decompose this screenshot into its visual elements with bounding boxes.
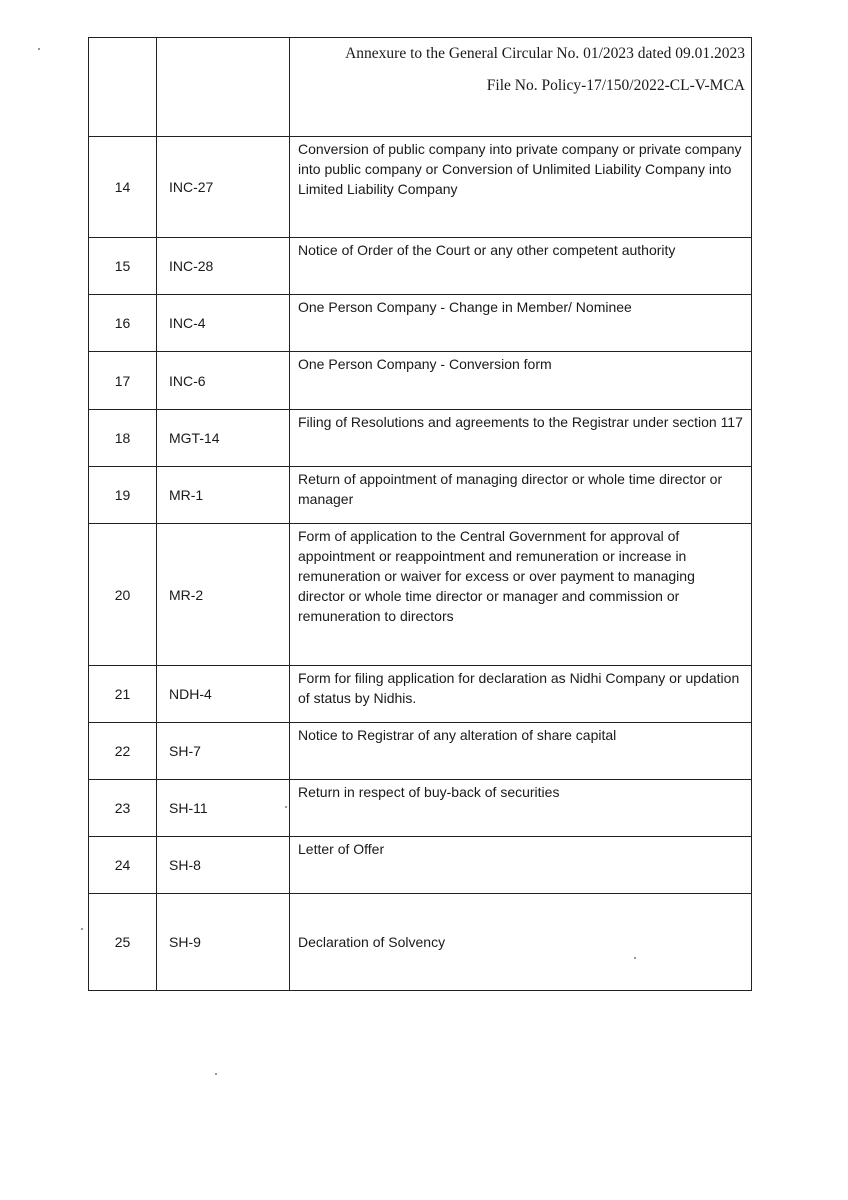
table-row — [89, 410, 752, 467]
form-description: Declaration of Solvency — [290, 894, 752, 991]
scan-speck — [38, 48, 40, 50]
form-number: MGT-14 — [157, 410, 290, 467]
serial-number: 15 — [89, 238, 157, 295]
serial-number: 21 — [89, 666, 157, 723]
table-row — [89, 137, 752, 238]
form-description: Filing of Resolutions and agreements to the Registrar under section 117 — [290, 410, 752, 467]
serial-number: 14 — [89, 137, 157, 238]
serial-number: 17 — [89, 352, 157, 410]
form-number: SH-8 — [157, 837, 290, 894]
table-row — [89, 723, 752, 780]
serial-number: 19 — [89, 467, 157, 524]
table-header-row — [89, 38, 752, 137]
form-number: INC-27 — [157, 137, 290, 238]
form-description: One Person Company - Conversion form — [290, 352, 752, 410]
scan-speck — [81, 928, 83, 930]
scan-speck — [215, 1073, 217, 1075]
form-description: Form of application to the Central Government for approval of appointment or reappointment and remuneration or increase in remuneration or waiver for excess or over payment to managing director or whole time director or manager and commission or remuneration to directors — [290, 524, 752, 666]
table-row — [89, 666, 752, 723]
form-number: MR-1 — [157, 467, 290, 524]
form-number: SH-9 — [157, 894, 290, 991]
file-number: File No. Policy-17/150/2022-CL-V-MCA — [486, 77, 745, 94]
annexure-title: Annexure to the General Circular No. 01/2023 dated 09.01.2023 — [345, 45, 745, 62]
annexure-table — [88, 37, 752, 991]
form-description: Notice to Registrar of any alteration of share capital — [290, 723, 752, 780]
form-number: SH-7 — [157, 723, 290, 780]
form-description: Conversion of public company into private company or private company into public company or Conversion of Unlimited Liability Company into Limited Liability Company — [290, 137, 752, 238]
header-empty-form-cell — [157, 38, 290, 137]
form-number: INC-4 — [157, 295, 290, 352]
table-row — [89, 238, 752, 295]
form-number: INC-6 — [157, 352, 290, 410]
table-row — [89, 894, 752, 991]
table-row — [89, 837, 752, 894]
form-description: Form for filing application for declaration as Nidhi Company or updation of status by Nidhis. — [290, 666, 752, 723]
scan-speck — [634, 957, 636, 959]
scan-speck — [285, 806, 287, 808]
header-empty-sn-cell — [89, 38, 157, 137]
serial-number: 20 — [89, 524, 157, 666]
form-number: NDH-4 — [157, 666, 290, 723]
table-row — [89, 295, 752, 352]
table-row — [89, 467, 752, 524]
serial-number: 23 — [89, 780, 157, 837]
table-row — [89, 524, 752, 666]
form-description: One Person Company - Change in Member/ Nominee — [290, 295, 752, 352]
table-row — [89, 352, 752, 410]
form-number: INC-28 — [157, 238, 290, 295]
serial-number: 22 — [89, 723, 157, 780]
form-description: Letter of Offer — [290, 837, 752, 894]
form-description: Return of appointment of managing director or whole time director or manager — [290, 467, 752, 524]
table-row — [89, 780, 752, 837]
serial-number: 24 — [89, 837, 157, 894]
form-number: SH-11 — [157, 780, 290, 837]
serial-number: 25 — [89, 894, 157, 991]
serial-number: 16 — [89, 295, 157, 352]
serial-number: 18 — [89, 410, 157, 467]
form-description: Return in respect of buy-back of securities — [290, 780, 752, 837]
form-number: MR-2 — [157, 524, 290, 666]
header-cell — [290, 38, 752, 137]
form-description: Notice of Order of the Court or any other competent authority — [290, 238, 752, 295]
